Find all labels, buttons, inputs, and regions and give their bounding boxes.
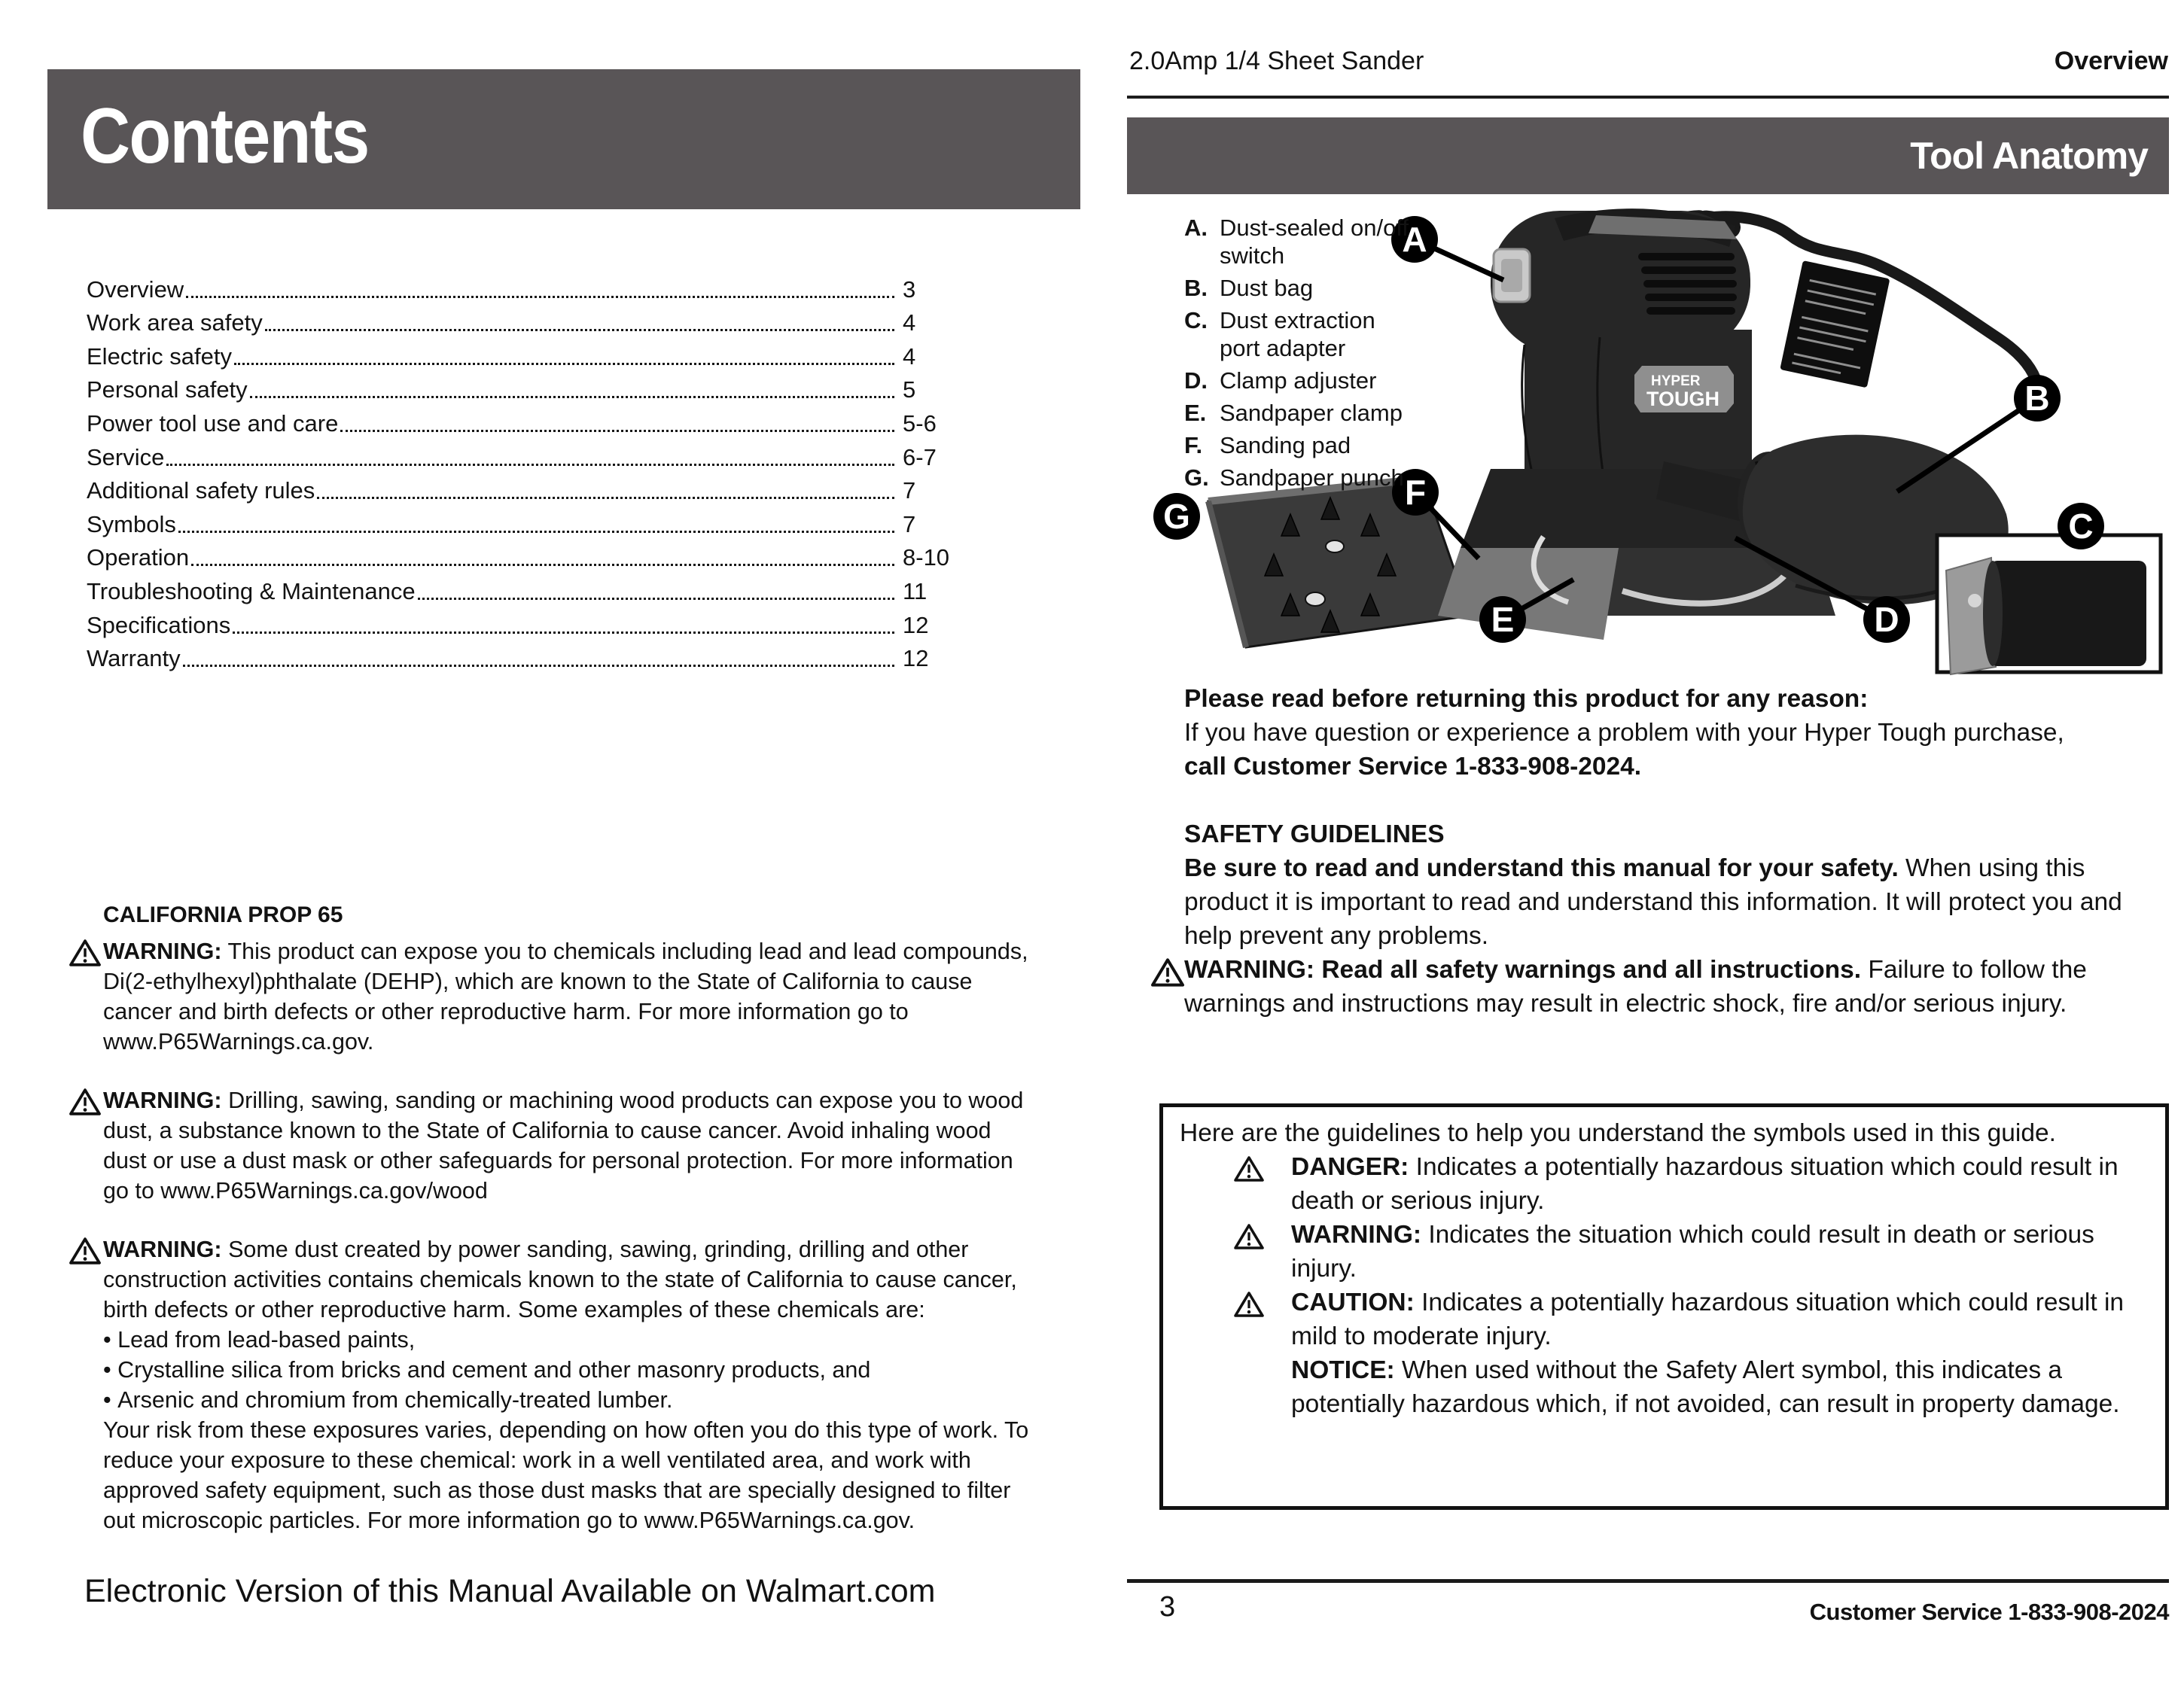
toc-entry-page: 12 xyxy=(903,611,929,638)
toc-row xyxy=(87,639,960,673)
symbol-row-warning xyxy=(1180,1218,2149,1286)
returning-notice xyxy=(1184,682,2069,784)
part-label: Dust bag xyxy=(1220,275,1314,301)
warning-triangle-icon xyxy=(1151,957,1184,988)
toc-entry-page: 6-7 xyxy=(903,443,937,470)
safety-heading: SAFETY GUIDELINES xyxy=(1184,820,1445,848)
warning-text: Drilling, sawing, sanding or machining wood products can expose you to wood dust, a substance known to the State of California to cause cancer. Avoid inhaling wood dust or use a dust mask or other safeguards for personal protection. For more information go to www.P65Warnings.ca.gov/wood xyxy=(103,1088,1024,1204)
callout-g xyxy=(1153,493,1200,540)
toc-row xyxy=(87,370,960,404)
safety-warning-bold: WARNING: Read all safety warnings and all instructions. xyxy=(1184,956,1862,984)
table-of-contents xyxy=(87,269,960,672)
warning-triangle-icon xyxy=(1234,1218,1291,1286)
returning-heading: Please read before returning this product for any reason: xyxy=(1184,685,1869,713)
safety-lead-bold: Be sure to read and understand this manual for your safety. xyxy=(1184,854,1899,882)
warning-triangle-icon xyxy=(69,1088,101,1116)
chapter-name: Overview xyxy=(2054,47,2168,75)
toc-leader-dots xyxy=(183,665,894,667)
prop65-warning-2 xyxy=(75,1085,1030,1206)
prop65-warning-3-footer: Your risk from these exposures varies, depending on how often you do this type of work. To reduce your exposure to these chemical: work in a well ventilated area, and work with approved safety equipment, such as those dust masks that are specially designed to filter out microscopic particles. For more information go to www.P65Warnings.ca.gov. xyxy=(103,1417,1029,1533)
toc-row xyxy=(87,437,960,471)
svg-text:HYPER: HYPER xyxy=(1651,373,1701,389)
toc-entry-label: Personal safety xyxy=(87,376,248,403)
toc-leader-dots xyxy=(418,598,894,600)
toc-row xyxy=(87,336,960,370)
part-key: D. xyxy=(1184,367,1208,394)
section-title: Tool Anatomy xyxy=(1910,135,2148,177)
returning-body-text: If you have question or experience a problem with your Hyper Tough purchase, xyxy=(1184,719,2064,747)
symbol-row-notice xyxy=(1180,1353,2149,1421)
dust-port-adapter-inset xyxy=(1937,535,2161,674)
warning-text: This product can expose you to chemicals including lead and lead compounds, Di(2-ethylhexyl)phthalate (DEHP), which are known to the State of California to cause cancer and birth defects or other reproductive harm. For more information go to www.P65Warnings.ca.gov. xyxy=(103,939,1028,1054)
svg-text:G: G xyxy=(1163,497,1190,536)
symbol-label: WARNING: xyxy=(1291,1221,1422,1249)
toc-row xyxy=(87,504,960,538)
toc-entry-label: Additional safety rules xyxy=(87,477,315,504)
svg-text:E: E xyxy=(1491,600,1515,639)
part-label: Sandpaper clamp xyxy=(1220,400,1403,426)
symbol-description: Indicates a potentially hazardous situation which could result in mild to moderate injury. xyxy=(1291,1289,2125,1350)
returning-body xyxy=(1184,716,2069,784)
part-key: F. xyxy=(1184,432,1203,458)
symbol-description: Indicates the situation which could result in death or serious injury. xyxy=(1291,1221,2094,1283)
part-key: G. xyxy=(1184,464,1209,491)
part-label: Dust-sealed on/off switch xyxy=(1220,215,1409,269)
toc-entry-label: Symbols xyxy=(87,510,176,537)
footer-rule xyxy=(1127,1579,2169,1583)
safety-warning xyxy=(1154,953,2163,1021)
toc-leader-dots xyxy=(250,396,894,398)
symbol-label: NOTICE: xyxy=(1291,1356,1395,1384)
left-page-footer: Electronic Version of this Manual Available on Walmart.com xyxy=(84,1573,936,1609)
warning-label: WARNING: xyxy=(103,1088,222,1113)
toc-row xyxy=(87,538,960,572)
warning-triangle-icon xyxy=(69,939,101,967)
toc-leader-dots xyxy=(265,329,894,331)
safety-lead-rest: When using this product it is important to read and understand this information. It will protect you and help prevent any problems. xyxy=(1184,854,2122,950)
warning-triangle-icon xyxy=(1234,1150,1291,1218)
warning-label: WARNING: xyxy=(103,939,222,964)
symbol-row-caution xyxy=(1180,1286,2149,1353)
toc-entry-page: 4 xyxy=(903,342,916,370)
symbol-label: CAUTION: xyxy=(1291,1289,1415,1316)
part-label: Sanding pad xyxy=(1220,432,1351,458)
customer-service-footer: Customer Service 1-833-908-2024 xyxy=(1809,1599,2169,1625)
california-prop65-section xyxy=(75,900,1030,1535)
symbols-intro: Here are the guidelines to help you understand the symbols used in this guide. xyxy=(1180,1119,2056,1147)
page-title: Contents xyxy=(81,93,369,180)
part-key: E. xyxy=(1184,400,1207,426)
safety-warning-rest: Failure to follow the warnings and instructions may result in electric shock, fire and/or serious injury. xyxy=(1184,956,2087,1018)
callout-d xyxy=(1863,596,1910,643)
toc-row xyxy=(87,605,960,639)
symbol-text xyxy=(1291,1150,2149,1218)
svg-text:B: B xyxy=(2024,379,2050,418)
toc-row xyxy=(87,471,960,505)
customer-service-phone: call Customer Service 1-833-908-2024. xyxy=(1184,753,1642,781)
toc-entry-label: Warranty xyxy=(87,645,181,672)
cord-warning-tag xyxy=(1780,260,1890,388)
toc-entry-page: 12 xyxy=(903,645,929,672)
parts-list xyxy=(1184,214,1500,496)
symbol-label: DANGER: xyxy=(1291,1153,1409,1181)
toc-entry-label: Service xyxy=(87,443,165,470)
toc-leader-dots xyxy=(178,531,894,533)
part-label: Clamp adjuster xyxy=(1220,367,1377,394)
header-rule xyxy=(1127,96,2169,99)
page-number: 3 xyxy=(1159,1591,1176,1623)
toc-entry-label: Power tool use and care xyxy=(87,409,339,437)
toc-leader-dots xyxy=(340,430,894,432)
prop65-warning-1 xyxy=(75,936,1030,1057)
bullet-item: • Arsenic and chromium from chemically-treated lumber. xyxy=(103,1385,1030,1415)
toc-leader-dots xyxy=(233,631,894,634)
part-key: B. xyxy=(1184,275,1208,301)
symbol-description: When used without the Safety Alert symbol, this indicates a potentially hazardous which, if not avoided, can result in property damage. xyxy=(1291,1356,2120,1418)
brand-label xyxy=(1634,366,1734,412)
warning-label: WARNING: xyxy=(103,1237,222,1262)
prop65-warning-3 xyxy=(75,1234,1030,1325)
part-key: C. xyxy=(1184,307,1208,333)
toc-entry-label: Electric safety xyxy=(87,342,232,370)
toc-entry-page: 5 xyxy=(903,376,916,403)
part-item xyxy=(1184,274,1500,302)
callout-e xyxy=(1479,596,1526,643)
bullet-item: • Crystalline silica from bricks and cement and other masonry products, and xyxy=(103,1355,1030,1385)
notice-spacer xyxy=(1234,1353,1291,1421)
toc-entry-page: 11 xyxy=(903,577,928,604)
part-item xyxy=(1184,431,1500,459)
toc-entry-page: 7 xyxy=(903,510,916,537)
safety-guidelines-section xyxy=(1184,817,2163,1021)
symbol-text xyxy=(1291,1286,2149,1353)
toc-entry-label: Operation xyxy=(87,544,190,571)
prop65-bullet-list xyxy=(75,1325,1030,1415)
part-item xyxy=(1184,399,1500,427)
symbol-description: Indicates a potentially hazardous situation which could result in death or serious injury. xyxy=(1291,1153,2119,1215)
toc-leader-dots xyxy=(317,497,894,499)
part-item xyxy=(1184,464,1500,491)
warning-triangle-icon xyxy=(1234,1286,1291,1353)
safety-lead xyxy=(1184,851,2163,953)
warning-triangle-icon xyxy=(69,1237,101,1265)
toc-leader-dots xyxy=(186,296,894,298)
svg-text:TOUGH: TOUGH xyxy=(1646,388,1720,410)
callout-b xyxy=(2014,375,2061,421)
toc-row xyxy=(87,403,960,437)
toc-entry-page: 4 xyxy=(903,309,916,336)
part-key: A. xyxy=(1184,215,1208,241)
symbol-row-danger xyxy=(1180,1150,2149,1218)
toc-entry-page: 7 xyxy=(903,477,916,504)
part-label: Dust extraction port adapter xyxy=(1220,307,1375,361)
warning-text: Some dust created by power sanding, sawing, grinding, drilling and other construction activities contains chemicals known to the state of California to cause cancer, birth defects or other reproductive harm. Some examples of these chemicals are: xyxy=(103,1237,1017,1322)
toc-leader-dots xyxy=(191,564,894,566)
toc-entry-label: Overview xyxy=(87,275,184,303)
sanding-pad-face xyxy=(1438,548,1619,640)
part-label: Sandpaper punch xyxy=(1220,464,1404,491)
part-item xyxy=(1184,306,1500,362)
toc-entry-label: Work area safety xyxy=(87,309,263,336)
symbol-text xyxy=(1291,1218,2149,1286)
toc-leader-dots xyxy=(234,363,894,365)
svg-text:C: C xyxy=(2068,507,2094,546)
toc-leader-dots xyxy=(166,464,894,466)
svg-text:A: A xyxy=(1402,220,1427,259)
callout-c xyxy=(2058,503,2104,549)
part-item xyxy=(1184,214,1500,269)
part-item xyxy=(1184,367,1500,394)
bullet-item: • Lead from lead-based paints, xyxy=(103,1325,1030,1355)
toc-entry-page: 5-6 xyxy=(903,409,937,437)
toc-row xyxy=(87,571,960,605)
toc-row xyxy=(87,303,960,337)
contents-title-bar xyxy=(47,69,1080,209)
tool-anatomy-title-bar xyxy=(1127,117,2169,194)
symbols-guide-box xyxy=(1159,1103,2169,1510)
toc-entry-page: 3 xyxy=(903,275,916,303)
right-page-header xyxy=(1129,47,2168,76)
toc-entry-page: 8-10 xyxy=(903,544,950,571)
symbol-text xyxy=(1291,1353,2149,1421)
product-name: 2.0Amp 1/4 Sheet Sander xyxy=(1129,47,1424,75)
toc-entry-label: Specifications xyxy=(87,611,231,638)
svg-text:D: D xyxy=(1874,600,1899,639)
toc-row xyxy=(87,269,960,303)
prop65-heading: CALIFORNIA PROP 65 xyxy=(103,902,343,927)
toc-entry-label: Troubleshooting & Maintenance xyxy=(87,577,416,604)
svg-text:F: F xyxy=(1404,473,1427,512)
